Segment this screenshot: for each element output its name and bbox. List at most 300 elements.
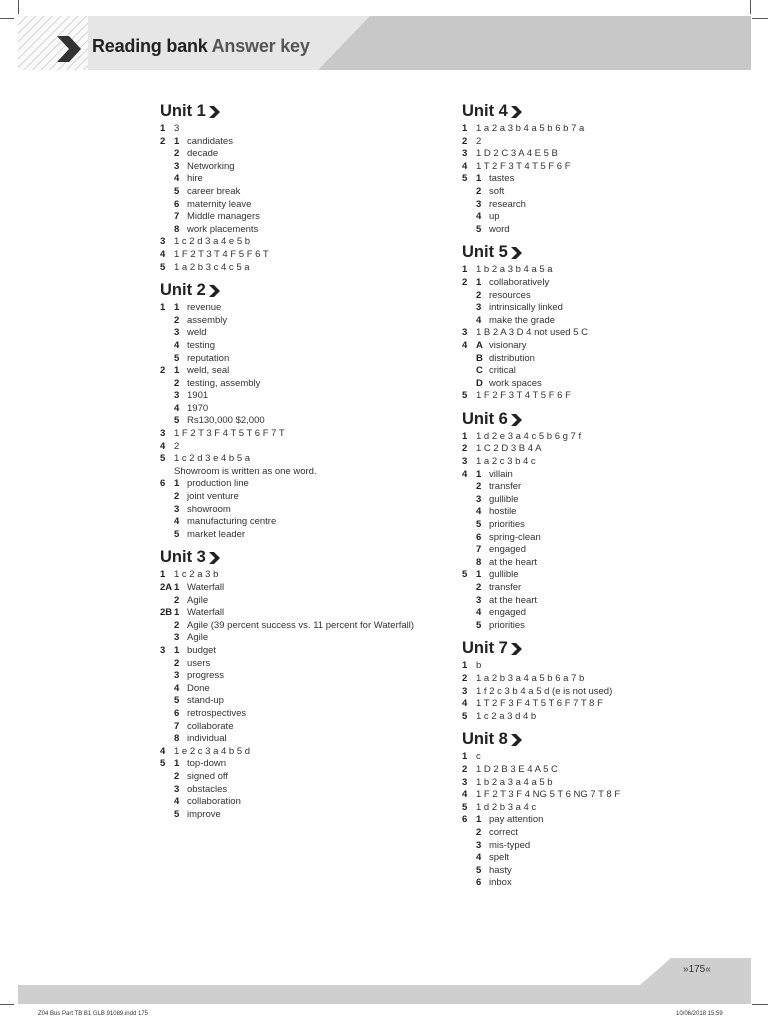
answer-text: Waterfall [187, 607, 225, 619]
answer-line [160, 441, 460, 454]
answer-line [462, 751, 762, 764]
answer-line [160, 645, 460, 658]
unit-title: Unit 5 [462, 243, 508, 262]
answer-line [160, 784, 460, 797]
item-number: 5 [174, 695, 180, 707]
item-number: 1 [476, 569, 482, 581]
answer-text: b [476, 660, 482, 672]
answer-text: Rs130,000 $2,000 [187, 415, 265, 427]
answer-line [462, 620, 762, 633]
item-number: 3 [174, 327, 180, 339]
answer-text: decade [187, 148, 219, 160]
exercise-number: 1 [462, 264, 468, 276]
exercise-number: 1 [462, 751, 468, 763]
item-number: 8 [476, 556, 482, 568]
item-number: 2 [174, 148, 180, 160]
answer-text: hire [187, 173, 203, 185]
answer-text: progress [187, 670, 224, 682]
answer-text: showroom [187, 503, 231, 515]
exercise-number: 4 [160, 248, 166, 260]
item-number: 2 [174, 657, 180, 669]
answer-text: 1 a 2 a 3 b 4 a 5 b 6 b 7 a [476, 123, 585, 134]
item-number: 2 [476, 289, 482, 301]
exercise-number: 3 [462, 456, 468, 468]
answer-line [160, 327, 460, 340]
answer-line [160, 302, 460, 315]
answer-text: pay attention [489, 814, 544, 826]
item-number: 1 [174, 365, 180, 377]
item-number: 5 [174, 415, 180, 427]
item-number: 4 [476, 314, 482, 326]
answer-line [462, 148, 762, 161]
answer-text: joint venture [187, 491, 239, 503]
answer-line [462, 557, 762, 570]
answer-text: production line [187, 478, 249, 490]
item-number: 2 [174, 491, 180, 503]
answer-line [160, 504, 460, 517]
item-number: 8 [174, 733, 180, 745]
answer-text: hostile [489, 506, 517, 518]
answer-text: 1 d 2 e 3 a 4 c 5 b 6 g 7 f [476, 430, 582, 442]
answer-line [160, 529, 460, 542]
unit-heading [160, 99, 460, 123]
answer-line [462, 877, 762, 890]
answer-line [160, 491, 460, 504]
item-number: 4 [174, 173, 180, 185]
unit-section [462, 636, 762, 723]
item-number: 5 [476, 864, 482, 876]
unit-title: Unit 4 [462, 102, 508, 120]
item-number: 7 [174, 211, 180, 223]
chevron-right-icon [511, 106, 522, 118]
item-number: 1 [476, 173, 482, 185]
exercise-number: 2B [160, 607, 173, 619]
unit-heading [462, 727, 762, 751]
item-number: 1 [174, 758, 180, 770]
unit-heading [462, 407, 762, 431]
answer-text: revenue [187, 302, 222, 314]
item-number: 3 [476, 594, 482, 606]
unit-title: Unit 7 [462, 639, 508, 658]
unit-title: Unit 6 [462, 409, 508, 428]
chevron-left-icon: « [705, 964, 711, 975]
answer-text: collaboration [187, 796, 241, 808]
item-number: 4 [174, 516, 180, 528]
answer-line [160, 595, 460, 608]
item-number: 7 [476, 544, 482, 556]
item-number: 5 [174, 352, 180, 364]
answer-text: individual [187, 733, 227, 745]
item-number: 2 [174, 619, 180, 631]
answer-text: 1 F 2 T 3 T 4 F 5 F 6 T [174, 248, 269, 260]
answer-text: 1970 [187, 402, 209, 414]
answer-line [462, 431, 762, 444]
item-number: 1 [174, 302, 180, 314]
unit-title: Unit 2 [160, 281, 206, 300]
answer-text: 1 c 2 a 3 d 4 b [476, 710, 537, 722]
answer-line [462, 390, 762, 403]
exercise-number: 2 [462, 135, 468, 147]
answer-text: gullible [489, 569, 519, 581]
crop-mark [752, 1004, 768, 1005]
exercise-number: 2 [462, 276, 468, 288]
chevron-right-icon [209, 285, 220, 297]
answer-text: intrinsically linked [489, 302, 563, 314]
item-number: 5 [476, 619, 482, 631]
answer-text: 1 c 2 d 3 a 4 e 5 b [174, 236, 251, 248]
answer-text: 1 T 2 F 3 T 4 T 5 F 6 F [476, 160, 571, 172]
title-main: Reading bank [92, 36, 208, 56]
exercise-number: 4 [462, 698, 468, 710]
exercise-number: 4 [462, 339, 468, 351]
exercise-number: 4 [160, 745, 166, 757]
header-chevron-icon [55, 36, 81, 62]
answer-line [160, 173, 460, 186]
exercise-number: 2 [160, 135, 166, 147]
answer-text: maternity leave [187, 198, 252, 210]
answer-text: 3 [174, 123, 180, 134]
item-number: 7 [174, 720, 180, 732]
item-number: 4 [174, 339, 180, 351]
answer-text: weld, seal [187, 365, 230, 377]
answer-line [462, 698, 762, 711]
answer-text: Agile [187, 632, 209, 644]
answer-line [160, 249, 460, 262]
answer-line [160, 123, 460, 136]
answer-text: Middle managers [187, 211, 260, 223]
answer-text: 1 b 2 a 3 a 4 a 5 b [476, 776, 553, 788]
answer-line [160, 353, 460, 366]
answer-text: testing [187, 339, 215, 351]
title-subtitle: Answer key [211, 36, 310, 56]
answer-text: mis-typed [489, 839, 531, 851]
answer-text: 1 c 2 a 3 b [174, 569, 219, 581]
item-number: 3 [476, 198, 482, 210]
answer-line [160, 315, 460, 328]
answer-line [462, 277, 762, 290]
answer-line [462, 173, 762, 186]
answer-line [160, 161, 460, 174]
answer-text: 1 f 2 c 3 b 4 a 5 d (e is not used) [476, 685, 613, 697]
answer-text: collaborate [187, 720, 234, 732]
answer-line [462, 481, 762, 494]
answer-text: Agile (39 percent success vs. 11 percent for Waterfall) [187, 619, 415, 631]
answer-text: transfer [489, 481, 522, 493]
answer-line [462, 673, 762, 686]
answer-text: Agile [187, 594, 209, 606]
answer-line [462, 469, 762, 482]
answer-line [462, 340, 762, 353]
answer-line [160, 721, 460, 734]
page-number [683, 964, 711, 975]
answer-text: 1 F 2 T 3 F 4 T 5 T 6 F 7 T [174, 428, 285, 440]
crop-mark [0, 18, 14, 19]
answer-text: career break [187, 185, 241, 197]
answer-line [160, 683, 460, 696]
chevron-right-icon: » [683, 964, 689, 975]
answer-line [462, 199, 762, 212]
item-number: 4 [476, 211, 482, 223]
chevron-right-icon [511, 414, 522, 426]
item-number: 2 [174, 594, 180, 606]
item-number: 3 [476, 302, 482, 314]
exercise-number: 4 [462, 160, 468, 172]
item-number: 1 [174, 644, 180, 656]
answer-text: 1 d 2 b 3 a 4 c [476, 801, 537, 813]
exercise-number: 5 [462, 569, 468, 581]
answer-text: users [187, 657, 211, 669]
exercise-number: 2 [160, 365, 166, 377]
answer-text: weld [187, 327, 207, 339]
answer-line [462, 264, 762, 277]
right-column [462, 95, 762, 894]
answer-text: Networking [187, 160, 235, 172]
item-number: C [476, 365, 483, 377]
item-number: 3 [476, 493, 482, 505]
answer-text: Waterfall [187, 582, 225, 593]
answer-text: 1 a 2 b 3 a 4 a 5 b 6 a 7 b [476, 672, 585, 684]
answer-text: correct [489, 826, 519, 838]
unit-title: Unit 8 [462, 730, 508, 749]
answer-text: testing, assembly [187, 377, 261, 389]
item-number: 4 [476, 506, 482, 518]
exercise-number: 1 [462, 430, 468, 442]
item-number: 2 [476, 582, 482, 593]
answer-line [462, 519, 762, 532]
answer-line [160, 403, 460, 416]
page-number-value: 175 [688, 964, 706, 975]
unit-section [462, 407, 762, 633]
unit-section [462, 240, 762, 403]
chevron-right-icon [511, 643, 522, 655]
unit-section [462, 99, 762, 236]
exercise-number: 2 [462, 672, 468, 684]
slug-file-info: Z04 Bus Part TB B1 GLB 91089.indd 175 [38, 1011, 148, 1017]
answer-line [462, 852, 762, 865]
answer-text: Showroom is written as one word. [174, 465, 317, 477]
answer-line [160, 607, 460, 620]
exercise-number: 2 [462, 763, 468, 775]
chevron-right-icon [209, 106, 220, 118]
chevron-right-icon [511, 247, 522, 259]
item-number: 2 [174, 314, 180, 326]
answer-text: priorities [489, 619, 525, 631]
answer-line [160, 466, 460, 479]
answer-line [462, 532, 762, 545]
chevron-right-icon [511, 734, 522, 746]
answer-text: 2 [476, 135, 482, 147]
exercise-number: 5 [462, 801, 468, 813]
answer-line [160, 224, 460, 237]
answer-line [160, 186, 460, 199]
answer-text: obstacles [187, 783, 228, 795]
item-number: 3 [174, 670, 180, 682]
answer-line [160, 340, 460, 353]
answer-line [462, 211, 762, 224]
answer-line [160, 746, 460, 759]
unit-section [160, 545, 460, 821]
answer-text: 2 [174, 440, 180, 452]
answer-line [462, 353, 762, 366]
answer-line [462, 161, 762, 174]
answer-text: work spaces [489, 377, 542, 389]
item-number: 2 [476, 481, 482, 493]
item-number: 4 [174, 682, 180, 694]
answer-text: inbox [489, 877, 512, 889]
exercise-number: 5 [160, 261, 166, 273]
item-number: 4 [476, 852, 482, 864]
answer-line [160, 620, 460, 633]
answer-text: 1 a 2 b 3 c 4 c 5 a [174, 261, 250, 273]
answer-text: market leader [187, 528, 246, 540]
answer-text: transfer [489, 582, 522, 593]
answer-line [462, 802, 762, 815]
exercise-number: 5 [462, 390, 468, 402]
item-number: 3 [174, 503, 180, 515]
exercise-number: 1 [160, 123, 166, 134]
item-number: 4 [174, 796, 180, 808]
answer-line [160, 199, 460, 212]
exercise-number: 1 [160, 569, 166, 581]
answer-text: improve [187, 808, 221, 820]
answer-line [462, 456, 762, 469]
chevron-right-icon [209, 552, 220, 564]
answer-line [160, 771, 460, 784]
answer-line [160, 428, 460, 441]
exercise-number: 4 [462, 468, 468, 480]
answer-line [462, 814, 762, 827]
answer-text: 1 C 2 D 3 B 4 A [476, 443, 542, 455]
answer-text: tastes [489, 173, 515, 185]
exercise-number: 3 [462, 776, 468, 788]
item-number: 1 [174, 135, 180, 147]
item-number: 5 [476, 223, 482, 235]
unit-section [160, 99, 460, 274]
answer-line [462, 865, 762, 878]
answer-text: 1 a 2 c 3 b 4 c [476, 456, 536, 468]
item-number: 3 [174, 160, 180, 172]
answer-line [160, 796, 460, 809]
answer-line [462, 595, 762, 608]
item-number: 1 [476, 468, 482, 480]
answer-text: engaged [489, 607, 526, 619]
exercise-number: 1 [462, 123, 468, 134]
answer-line [160, 136, 460, 149]
item-number: 6 [174, 707, 180, 719]
unit-section [160, 278, 460, 541]
footer-bar [18, 985, 751, 1004]
exercise-number: 3 [462, 148, 468, 160]
answer-line [160, 733, 460, 746]
item-number: 3 [476, 839, 482, 851]
answer-text: hasty [489, 864, 512, 876]
answer-text: up [489, 211, 500, 223]
exercise-number: 4 [160, 440, 166, 452]
answer-line [160, 148, 460, 161]
exercise-number: 3 [160, 428, 166, 440]
answer-text: engaged [489, 544, 526, 556]
answer-text: 1 b 2 a 3 b 4 a 5 a [476, 264, 553, 276]
answer-line [160, 758, 460, 771]
answer-line [462, 827, 762, 840]
item-number: 6 [476, 531, 482, 543]
answer-text: top-down [187, 758, 227, 770]
item-number: B [476, 352, 483, 364]
item-number: 3 [174, 390, 180, 402]
item-number: 1 [476, 276, 482, 288]
answer-line [462, 302, 762, 315]
unit-title: Unit 1 [160, 102, 206, 120]
item-number: 4 [476, 607, 482, 619]
unit-section [462, 727, 762, 890]
item-number: 1 [174, 478, 180, 490]
exercise-number: 5 [462, 173, 468, 185]
answer-line [160, 658, 460, 671]
answer-line [462, 840, 762, 853]
answer-text: 1 F 2 T 3 F 4 NG 5 T 6 NG 7 T 8 F [476, 789, 621, 801]
item-number: 5 [174, 185, 180, 197]
crop-mark [18, 0, 19, 14]
answer-text: manufacturing centre [187, 516, 277, 528]
answer-text: Done [187, 682, 210, 694]
item-number: 3 [174, 632, 180, 644]
answer-line [462, 327, 762, 340]
answer-text: at the heart [489, 556, 538, 568]
exercise-number: 2 [462, 443, 468, 455]
item-number: 5 [476, 519, 482, 531]
answer-text: priorities [489, 519, 525, 531]
exercise-number: 6 [160, 478, 166, 490]
answer-text: 1 e 2 c 3 a 4 b 5 d [174, 745, 251, 757]
exercise-number: 6 [462, 814, 468, 826]
answer-text: 1 F 2 F 3 T 4 T 5 F 6 F [476, 390, 571, 402]
answer-line [160, 478, 460, 491]
item-number: 1 [174, 607, 180, 619]
exercise-number: 1 [160, 302, 166, 314]
crop-mark [0, 1004, 14, 1005]
answer-text: collaboratively [489, 276, 550, 288]
answer-text: 1 T 2 F 3 F 4 T 5 T 6 F 7 T 8 F [476, 698, 603, 710]
answer-text: soft [489, 185, 505, 197]
item-number: A [476, 339, 483, 351]
answer-line [462, 569, 762, 582]
item-number: 1 [174, 582, 180, 593]
unit-heading [160, 278, 460, 302]
answer-text: at the heart [489, 594, 538, 606]
answer-line [462, 686, 762, 699]
exercise-number: 3 [160, 236, 166, 248]
unit-heading [462, 240, 762, 264]
exercise-number: 4 [462, 789, 468, 801]
answer-text: c [476, 751, 481, 763]
answer-text: 1 c 2 d 3 e 4 b 5 a [174, 453, 251, 465]
item-number: 5 [174, 808, 180, 820]
crop-mark [750, 0, 751, 14]
slug-date: 10/06/2018 15:59 [676, 1011, 723, 1017]
exercise-number: 2A [160, 582, 173, 593]
answer-text: spring-clean [489, 531, 541, 543]
answer-line [160, 708, 460, 721]
item-number: 6 [476, 877, 482, 889]
answer-line [160, 236, 460, 249]
item-number: 6 [174, 198, 180, 210]
answer-line [462, 290, 762, 303]
answer-line [160, 378, 460, 391]
unit-heading [160, 545, 460, 569]
crop-mark [752, 18, 768, 19]
answer-line [160, 569, 460, 582]
answer-line [160, 695, 460, 708]
